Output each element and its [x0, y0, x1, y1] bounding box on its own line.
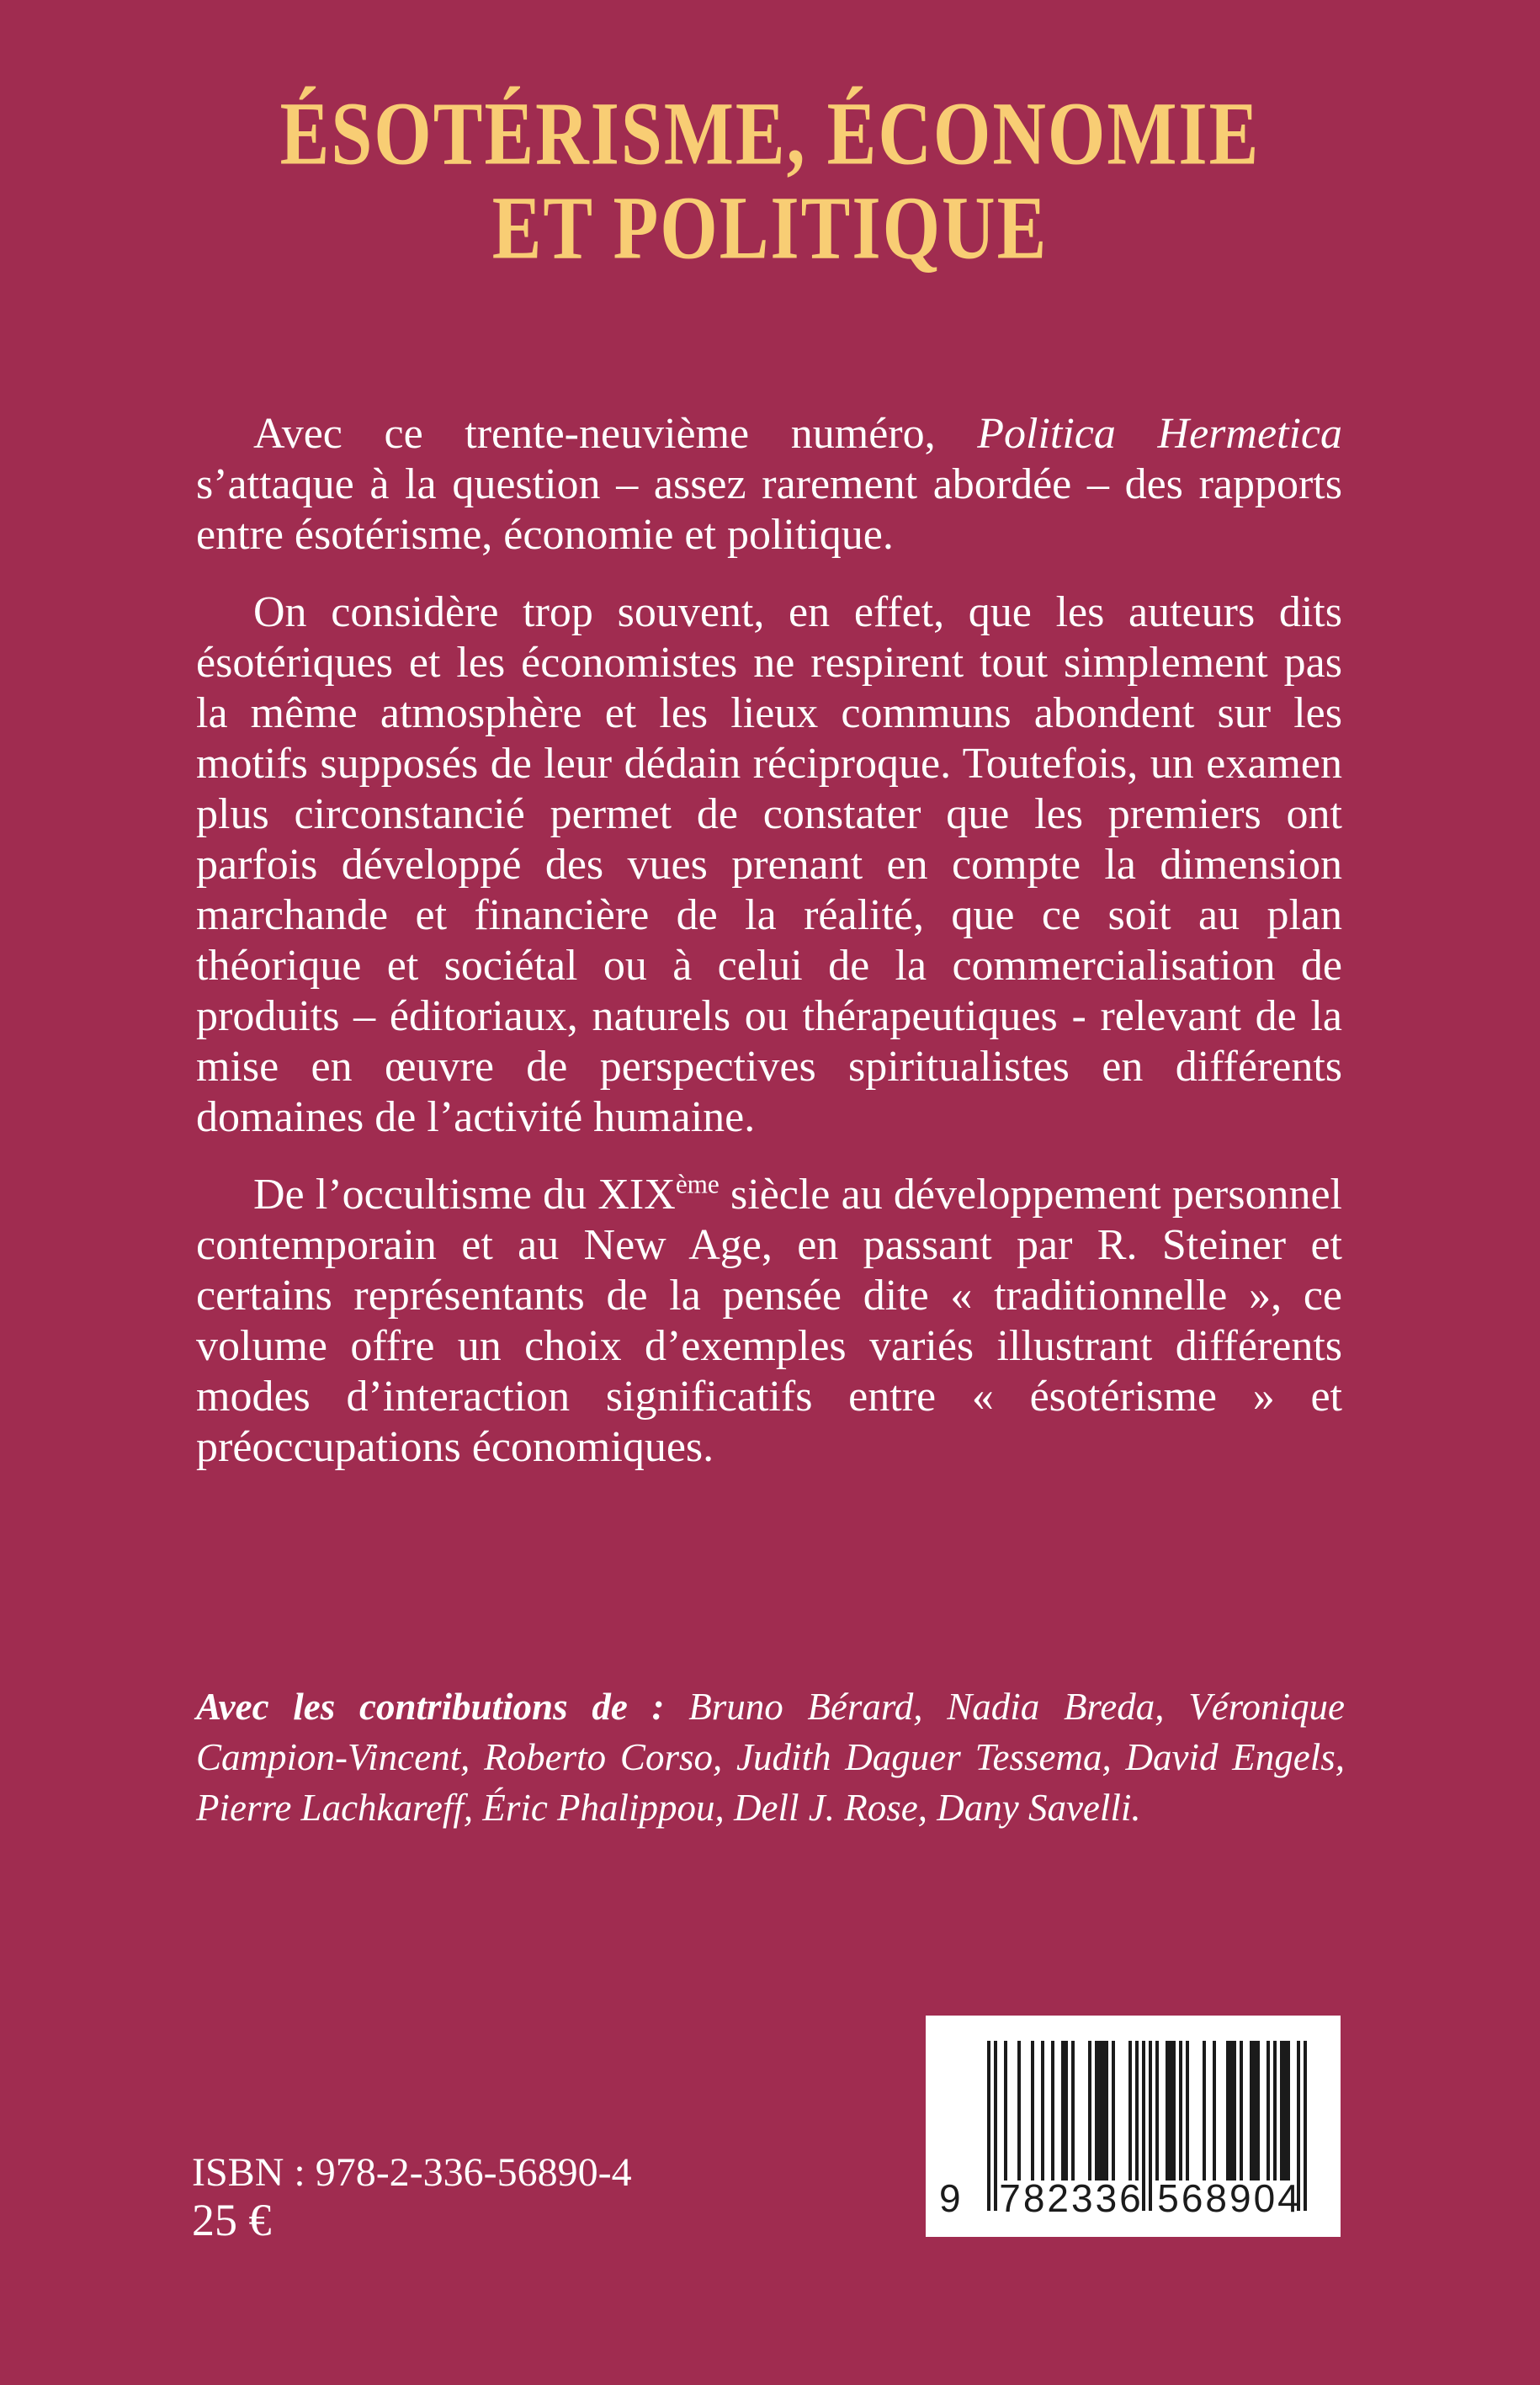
- text-segment: Politica Hermetica: [977, 410, 1342, 458]
- title-line-1: ÉSOTÉRISME, ÉCONOMIE: [279, 84, 1261, 184]
- barcode-panel: [926, 2016, 1341, 2237]
- price-text: 25 €: [192, 2195, 272, 2245]
- text-segment: s’attaque à la question – assez rarement abordée – des rapports entre ésotérisme, économie et politique.: [196, 460, 1342, 559]
- paragraph: [196, 409, 1342, 560]
- paragraph: [196, 1681, 1345, 1833]
- text-segment: Avec les contributions de :: [196, 1686, 689, 1728]
- text-segment: siècle au développement personnel contemporain et au New Age, en passant par R. Steiner et certains représentants de la pensée dite « traditionnelle », ce volume offre un choix d’exemples variés illustrant différents modes d’interaction significatifs entre « ésotérisme » et préoccupations économiques.: [196, 1171, 1342, 1471]
- isbn-text: ISBN : 978-2-336-56890-4: [192, 2150, 632, 2195]
- synopsis: [196, 409, 1342, 1500]
- text-segment: De l’occultisme du XIX: [253, 1171, 676, 1219]
- title-line-2: ET POLITIQUE: [491, 178, 1049, 279]
- barcode-digits-left: 782336: [999, 2176, 1144, 2220]
- page-title: [0, 84, 1540, 279]
- text-segment: ème: [675, 1169, 720, 1199]
- paragraph: [196, 1170, 1342, 1473]
- text-segment: Avec ce trente-neuvième numéro,: [253, 410, 978, 458]
- barcode-module: [1304, 2041, 1307, 2211]
- contributors-block: [196, 1681, 1345, 1833]
- barcode-lead-digit: 9: [939, 2176, 961, 2220]
- text-segment: On considère trop souvent, en effet, que les auteurs dits ésotériques et les économistes ne respirent tout simplement pas la même atmosphère et les lieux communs abondent sur les motifs supposés de leur dédain réciproque. Toutefois, un examen plus circonstancié permet de constater que les premiers ont parfois développé des vues prenant en compte la dimension marchande et financière de la réalité, que ce soit au plan théorique et sociétal ou à celui de la commercialisation de produits – éditoriaux, naturels ou thérapeutiques - relevant de la mise en œuvre de perspectives spiritualistes en différents domaines de l’activité humaine.: [196, 588, 1342, 1141]
- paragraph: [196, 587, 1342, 1143]
- text-segment: Bruno Bérard, Nadia Breda, Véronique Campion-Vincent, Roberto Corso, Judith Daguer Tessema, David Engels, Pierre Lachkareff, Éric Phalippou, Dell J. Rose, Dany Savelli.: [196, 1686, 1345, 1829]
- barcode-digits-right: 568904: [1157, 2176, 1302, 2220]
